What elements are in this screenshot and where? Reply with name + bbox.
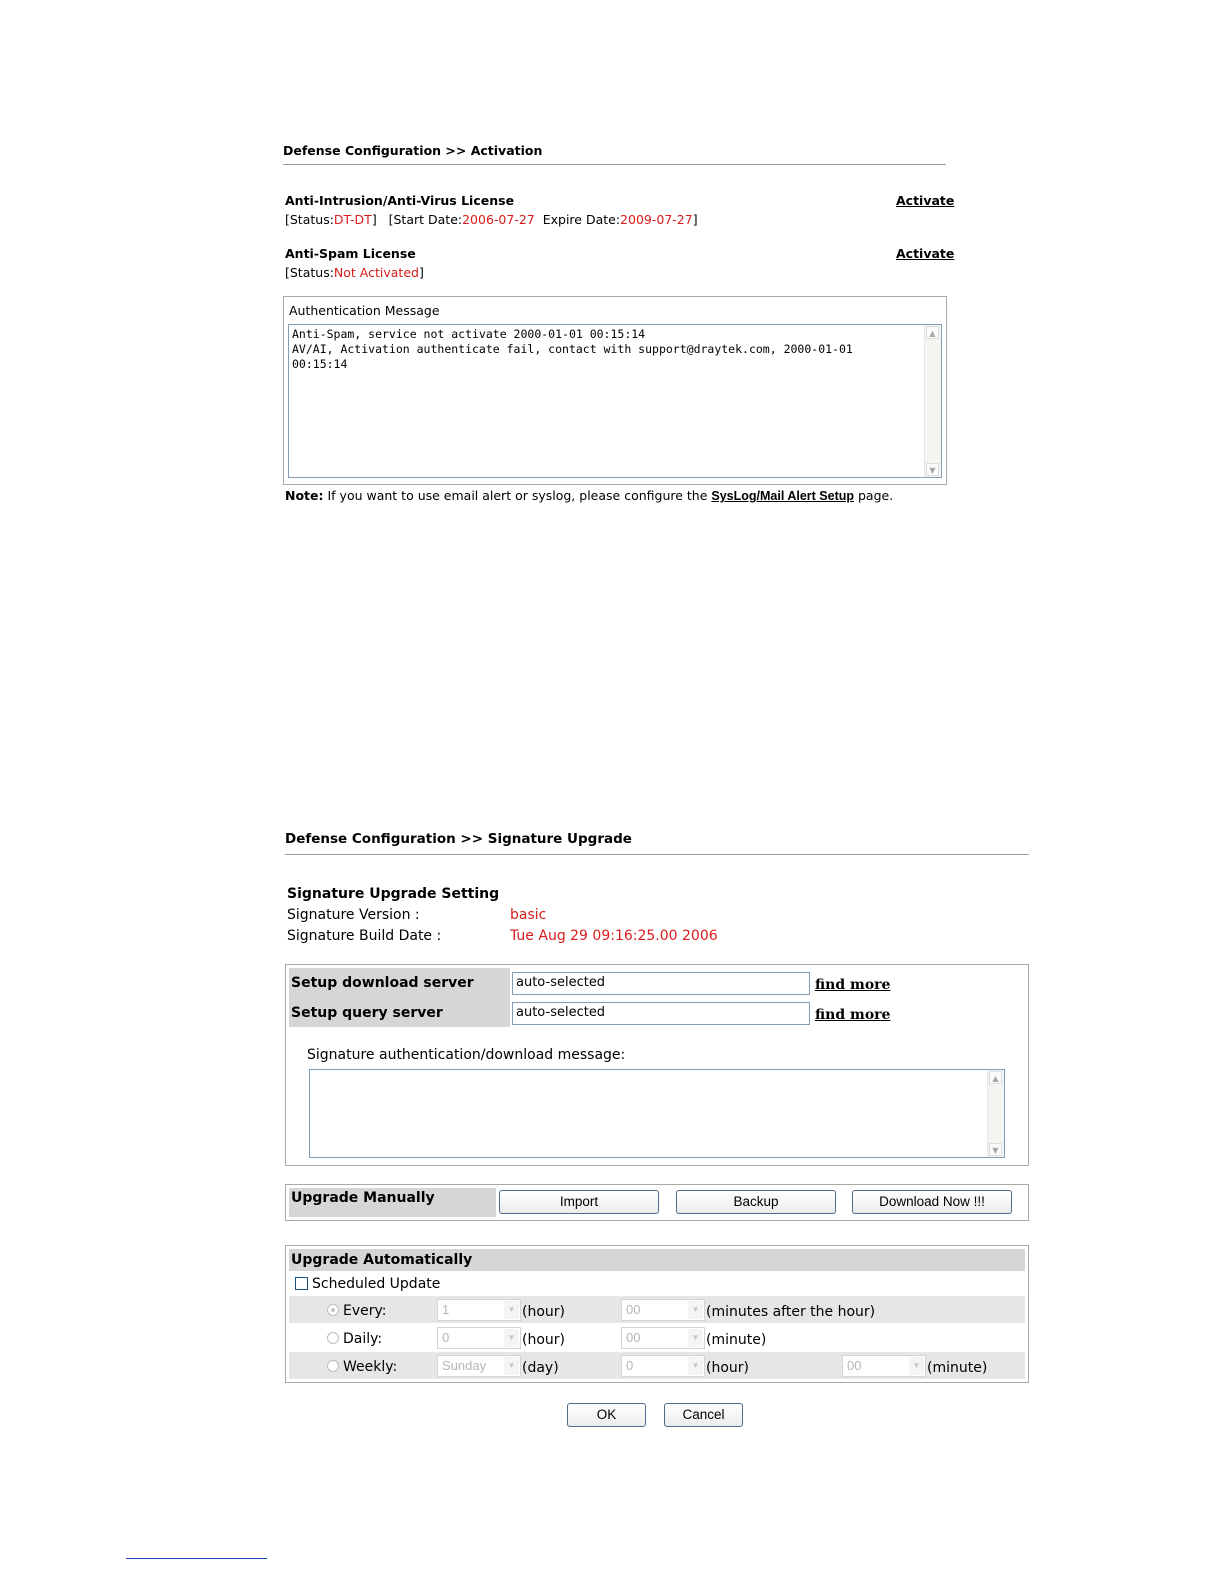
daily-minute-unit: (minute) bbox=[706, 1332, 767, 1348]
ai-av-expire-prefix: Expire Date: bbox=[542, 212, 621, 227]
daily-hour-select[interactable] bbox=[437, 1327, 521, 1349]
every-hour-value: 1 bbox=[442, 1302, 450, 1317]
download-now-button[interactable]: Download Now !!! bbox=[852, 1190, 1012, 1214]
weekly-hour-unit: (hour) bbox=[706, 1360, 749, 1376]
weekly-hour-select[interactable] bbox=[621, 1355, 705, 1377]
footnote-rule bbox=[126, 1558, 267, 1559]
daily-hour-unit: (hour) bbox=[522, 1332, 565, 1348]
every-label: Every: bbox=[343, 1303, 387, 1319]
syslog-note bbox=[285, 488, 893, 503]
daily-minute-value: 00 bbox=[626, 1330, 641, 1345]
every-hour-select[interactable] bbox=[437, 1299, 521, 1321]
ai-av-activate-link[interactable]: Activate bbox=[896, 193, 955, 208]
chevron-down-icon: ▼ bbox=[688, 1357, 703, 1375]
server-setup-panel bbox=[285, 964, 1029, 1166]
signature-breadcrumb: Defense Configuration >> Signature Upgrade bbox=[285, 831, 632, 847]
ai-av-status-prefix: [Status: bbox=[285, 212, 334, 227]
weekly-minute-select[interactable] bbox=[842, 1355, 926, 1377]
auth-message-line-3: 00:15:14 bbox=[292, 357, 348, 371]
chevron-down-icon: ▼ bbox=[504, 1329, 519, 1347]
ai-av-status-line bbox=[285, 212, 698, 227]
daily-hour-value: 0 bbox=[442, 1330, 450, 1345]
signature-message-label: Signature authentication/download message: bbox=[307, 1047, 626, 1063]
upgrade-automatically-panel bbox=[285, 1245, 1029, 1383]
chevron-down-icon: ▼ bbox=[688, 1301, 703, 1319]
auth-message-textarea[interactable] bbox=[288, 324, 942, 478]
every-minute-unit: (minutes after the hour) bbox=[706, 1304, 876, 1320]
anti-spam-activate-link[interactable]: Activate bbox=[896, 246, 955, 261]
note-text: If you want to use email alert or syslog, please configure the bbox=[323, 488, 712, 503]
ok-button[interactable]: OK bbox=[567, 1403, 646, 1427]
weekly-minute-value: 00 bbox=[847, 1358, 862, 1373]
upgrade-automatically-title: Upgrade Automatically bbox=[291, 1252, 473, 1268]
scheduled-update-label: Scheduled Update bbox=[312, 1276, 441, 1292]
activation-breadcrumb: Defense Configuration >> Activation bbox=[283, 143, 543, 158]
signature-version-label: Signature Version : bbox=[287, 907, 420, 923]
cancel-button[interactable]: Cancel bbox=[664, 1403, 743, 1427]
chevron-down-icon: ▼ bbox=[504, 1357, 519, 1375]
every-radio[interactable] bbox=[327, 1304, 339, 1316]
signature-message-scrollbar[interactable] bbox=[987, 1070, 1004, 1157]
daily-radio[interactable] bbox=[327, 1332, 339, 1344]
weekly-day-select[interactable] bbox=[437, 1355, 521, 1377]
every-minute-select[interactable] bbox=[621, 1299, 705, 1321]
ai-av-start-date: 2006-07-27 bbox=[462, 212, 535, 227]
auth-message-legend: Authentication Message bbox=[289, 303, 440, 318]
weekly-day-value: Sunday bbox=[442, 1358, 487, 1373]
auth-message-panel bbox=[283, 296, 947, 485]
weekly-hour-value: 0 bbox=[626, 1358, 634, 1373]
syslog-mail-alert-link[interactable]: SysLog/Mail Alert Setup bbox=[711, 489, 855, 503]
auth-message-line-2: AV/AI, Activation authenticate fail, contact with support@draytek.com, 2000-01-01 bbox=[292, 342, 853, 356]
signature-message-textarea[interactable] bbox=[309, 1069, 1005, 1158]
note-label: Note: bbox=[285, 488, 324, 503]
ai-av-status-suffix: ] bbox=[371, 212, 377, 227]
signature-build-value: Tue Aug 29 09:16:25.00 2006 bbox=[510, 928, 718, 944]
download-server-input[interactable]: auto-selected bbox=[512, 972, 810, 995]
ai-av-expire-date: 2009-07-27 bbox=[620, 212, 693, 227]
auth-message-line-1: Anti-Spam, service not activate 2000-01-01 00:15:14 bbox=[292, 327, 646, 341]
import-button[interactable]: Import bbox=[499, 1190, 659, 1214]
anti-spam-license-title: Anti-Spam License bbox=[285, 246, 416, 261]
signature-build-label: Signature Build Date : bbox=[287, 928, 442, 944]
signature-divider bbox=[285, 854, 1029, 855]
scroll-up-icon[interactable]: ▲ bbox=[926, 326, 939, 339]
daily-label: Daily: bbox=[343, 1331, 383, 1347]
ai-av-expire-suffix: ] bbox=[692, 212, 698, 227]
scroll-down-icon[interactable]: ▼ bbox=[926, 463, 939, 476]
activation-divider bbox=[283, 164, 946, 165]
signature-version-value: basic bbox=[510, 907, 547, 923]
query-server-input[interactable]: auto-selected bbox=[512, 1002, 810, 1025]
every-hour-unit: (hour) bbox=[522, 1304, 565, 1320]
anti-spam-status-value: Not Activated bbox=[333, 265, 419, 280]
chevron-down-icon: ▼ bbox=[504, 1301, 519, 1319]
weekly-radio[interactable] bbox=[327, 1360, 339, 1372]
weekly-minute-unit: (minute) bbox=[927, 1360, 988, 1376]
scroll-down-icon[interactable]: ▼ bbox=[989, 1143, 1002, 1156]
anti-spam-status-line bbox=[285, 265, 424, 280]
weekly-day-unit: (day) bbox=[522, 1360, 559, 1376]
scroll-up-icon[interactable]: ▲ bbox=[989, 1071, 1002, 1084]
ai-av-start-prefix: [Start Date: bbox=[388, 212, 463, 227]
ai-av-status-value: DT-DT bbox=[333, 212, 372, 227]
chevron-down-icon: ▼ bbox=[688, 1329, 703, 1347]
anti-spam-status-suffix: ] bbox=[418, 265, 424, 280]
anti-spam-status-prefix: [Status: bbox=[285, 265, 334, 280]
scheduled-update-checkbox[interactable] bbox=[295, 1277, 308, 1290]
note-suffix: page. bbox=[854, 488, 894, 503]
upgrade-manually-panel bbox=[285, 1184, 1029, 1221]
backup-button[interactable]: Backup bbox=[676, 1190, 836, 1214]
every-minute-value: 00 bbox=[626, 1302, 641, 1317]
query-server-find-more-link[interactable]: find more bbox=[815, 1007, 891, 1023]
download-server-label: Setup download server bbox=[291, 975, 474, 991]
ai-av-license-title: Anti-Intrusion/Anti-Virus License bbox=[285, 193, 515, 208]
auth-message-scrollbar[interactable] bbox=[924, 325, 941, 477]
upgrade-manually-title: Upgrade Manually bbox=[291, 1190, 435, 1206]
download-server-find-more-link[interactable]: find more bbox=[815, 977, 891, 993]
query-server-label: Setup query server bbox=[291, 1005, 443, 1021]
signature-setting-title: Signature Upgrade Setting bbox=[287, 886, 500, 902]
weekly-label: Weekly: bbox=[343, 1359, 398, 1375]
daily-minute-select[interactable] bbox=[621, 1327, 705, 1349]
chevron-down-icon: ▼ bbox=[909, 1357, 924, 1375]
